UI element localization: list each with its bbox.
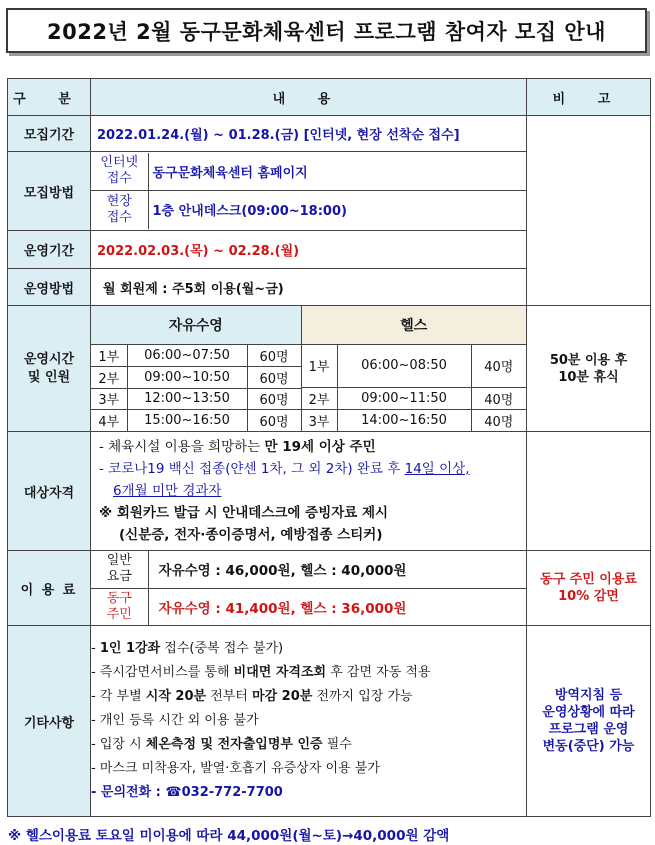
method-onsite-value: 1층 안내데스크(09:00~18:00): [148, 190, 526, 229]
misc-l2-c: 후 감면 자동 적용: [326, 665, 431, 680]
fee-general-type: 일반 요금: [91, 551, 148, 588]
swim-count-4: 60명: [247, 409, 301, 431]
row-misc: [8, 626, 651, 817]
eligibility-line5: (신분증, 전자·종이증명서, 예방접종 스티커): [119, 527, 383, 543]
swim-time-4: 15:00~16:50: [127, 409, 247, 431]
health-time-3: 14:00~16:50: [337, 409, 471, 431]
misc-note: 방역지침 등 운영상황에 따라 프로그램 운영 변동(중단) 가능: [527, 626, 651, 817]
label-operation-method: 운영방법: [8, 269, 91, 306]
page-title: 2022년 2월 동구문화체육센터 프로그램 참여자 모집 안내: [47, 19, 606, 44]
eligibility-content: [91, 432, 527, 551]
misc-l2-a: - 즉시감면서비스를 통해: [91, 665, 234, 680]
operation-period-value: 2022.02.03.(목) ~ 02.28.(월): [91, 231, 527, 269]
recruit-dates: 2022.01.24.(월) ~ 01.28.(금): [97, 128, 300, 143]
health-part-3: 3부: [301, 409, 337, 431]
swim-time-1: 06:00~07:50: [127, 344, 247, 366]
hours-table: [91, 306, 526, 431]
health-count-1: 40명: [471, 344, 526, 387]
misc-l1-c: 접수(중복 접수 불가): [160, 641, 284, 656]
label-recruit-period: 모집기간: [8, 116, 91, 152]
misc-l5-b: 체온측정 및 전자출입명부 인증: [145, 737, 323, 752]
method-table: [91, 153, 526, 229]
misc-l4: - 개인 등록 시간 외 이용 불가: [91, 713, 259, 728]
misc-phone: - 문의전화 : ☎032-772-7700: [91, 785, 283, 800]
health-part-1: 1부: [301, 344, 337, 387]
swim-title: 자유수영: [91, 306, 301, 344]
misc-l6: - 마스크 미착용자, 발열·호흡기 유증상자 이용 불가: [91, 761, 380, 776]
header-row: [8, 79, 651, 116]
misc-l3-e: 전까지 입장 가능: [312, 689, 413, 704]
health-count-3: 40명: [471, 409, 526, 431]
misc-l5-a: - 입장 시: [91, 737, 146, 752]
swim-time-2: 09:00~10:50: [127, 366, 247, 388]
eligibility-line1-bold: 만 19세 이상 주민: [264, 439, 376, 455]
misc-l3-c: 전부터: [206, 689, 253, 704]
eligibility-line3: 6개월 미만 경과자: [113, 483, 222, 499]
header-category: 구 분: [8, 79, 91, 116]
fees-note: 동구 주민 이용료 10% 감면: [527, 551, 651, 626]
eligibility-line4: ※ 회원카드 발급 시 안내데스크에 증빙자료 제시: [99, 505, 389, 521]
footer-note: ※ 헬스이용료 토요일 미이용에 따라 44,000원(월~토)→40,000원 감액: [8, 828, 450, 844]
swim-count-1: 60명: [247, 344, 301, 366]
row-operation-hours: [8, 306, 651, 432]
method-internet-value: 동구문화체육센터 홈페이지: [148, 153, 526, 190]
misc-l1-a: -: [91, 641, 100, 656]
recruit-note: [인터넷, 현장 선착순 접수]: [299, 128, 460, 143]
swim-time-3: 12:00~13:50: [127, 388, 247, 409]
label-operation-period: 운영기간: [8, 231, 91, 269]
misc-l3-a: - 각 부별: [91, 689, 146, 704]
method-internet-type: 인터넷 접수: [91, 153, 148, 190]
health-title: 헬스: [301, 306, 526, 344]
fee-general-value: 자유수영 : 46,000원, 헬스 : 40,000원: [148, 551, 526, 588]
swim-count-2: 60명: [247, 366, 301, 388]
swim-part-1: 1부: [91, 344, 127, 366]
method-onsite-type: 현장 접수: [91, 190, 148, 229]
swim-part-3: 3부: [91, 388, 127, 409]
misc-l2-b: 비대면 자격조회: [233, 665, 327, 680]
misc-content: [91, 626, 527, 817]
fee-resident-type: 동구 주민: [91, 588, 148, 625]
label-operation-hours: 운영시간 및 인원: [8, 306, 91, 432]
label-recruit-method: 모집방법: [8, 152, 91, 231]
swim-part-2: 2부: [91, 366, 127, 388]
label-misc: 기타사항: [8, 626, 91, 817]
header-remarks: 비 고: [527, 79, 651, 116]
fees-table: [91, 551, 526, 625]
misc-l1-b: 1인 1강좌: [99, 641, 161, 656]
eligibility-line1-pre: - 체육시설 이용을 희망하는: [99, 439, 265, 455]
operation-method-value: 월 회원제 : 주5회 이용(월~금): [91, 269, 527, 306]
swim-part-4: 4부: [91, 409, 127, 431]
health-part-2: 2부: [301, 387, 337, 409]
header-content: 내 용: [91, 79, 527, 116]
label-fees: 이 용 료: [8, 551, 91, 626]
eligibility-line2-a: - 코로나19 백신 접종(얀센 1차, 그 외 2차) 완료 후: [99, 461, 405, 477]
row-fees: [8, 551, 651, 626]
hours-note: 50분 이용 후 10분 휴식: [527, 306, 651, 432]
title-box: [6, 8, 647, 53]
row-recruit-period: [8, 116, 651, 152]
eligibility-line2-b: 14일 이상,: [404, 461, 470, 477]
remarks-empty-2: [527, 432, 651, 551]
misc-l3-d: 마감 20분: [252, 689, 313, 704]
fee-resident-value: 자유수영 : 41,400원, 헬스 : 36,000원: [148, 588, 526, 625]
info-table: [7, 78, 651, 817]
health-time-2: 09:00~11:50: [337, 387, 471, 409]
health-time-1: 06:00~08:50: [337, 344, 471, 387]
health-count-2: 40명: [471, 387, 526, 409]
swim-count-3: 60명: [247, 388, 301, 409]
row-eligibility: [8, 432, 651, 551]
label-eligibility: 대상자격: [8, 432, 91, 551]
misc-l3-b: 시작 20분: [145, 689, 207, 704]
remarks-empty: [527, 116, 651, 306]
misc-l5-c: 필수: [322, 737, 352, 752]
